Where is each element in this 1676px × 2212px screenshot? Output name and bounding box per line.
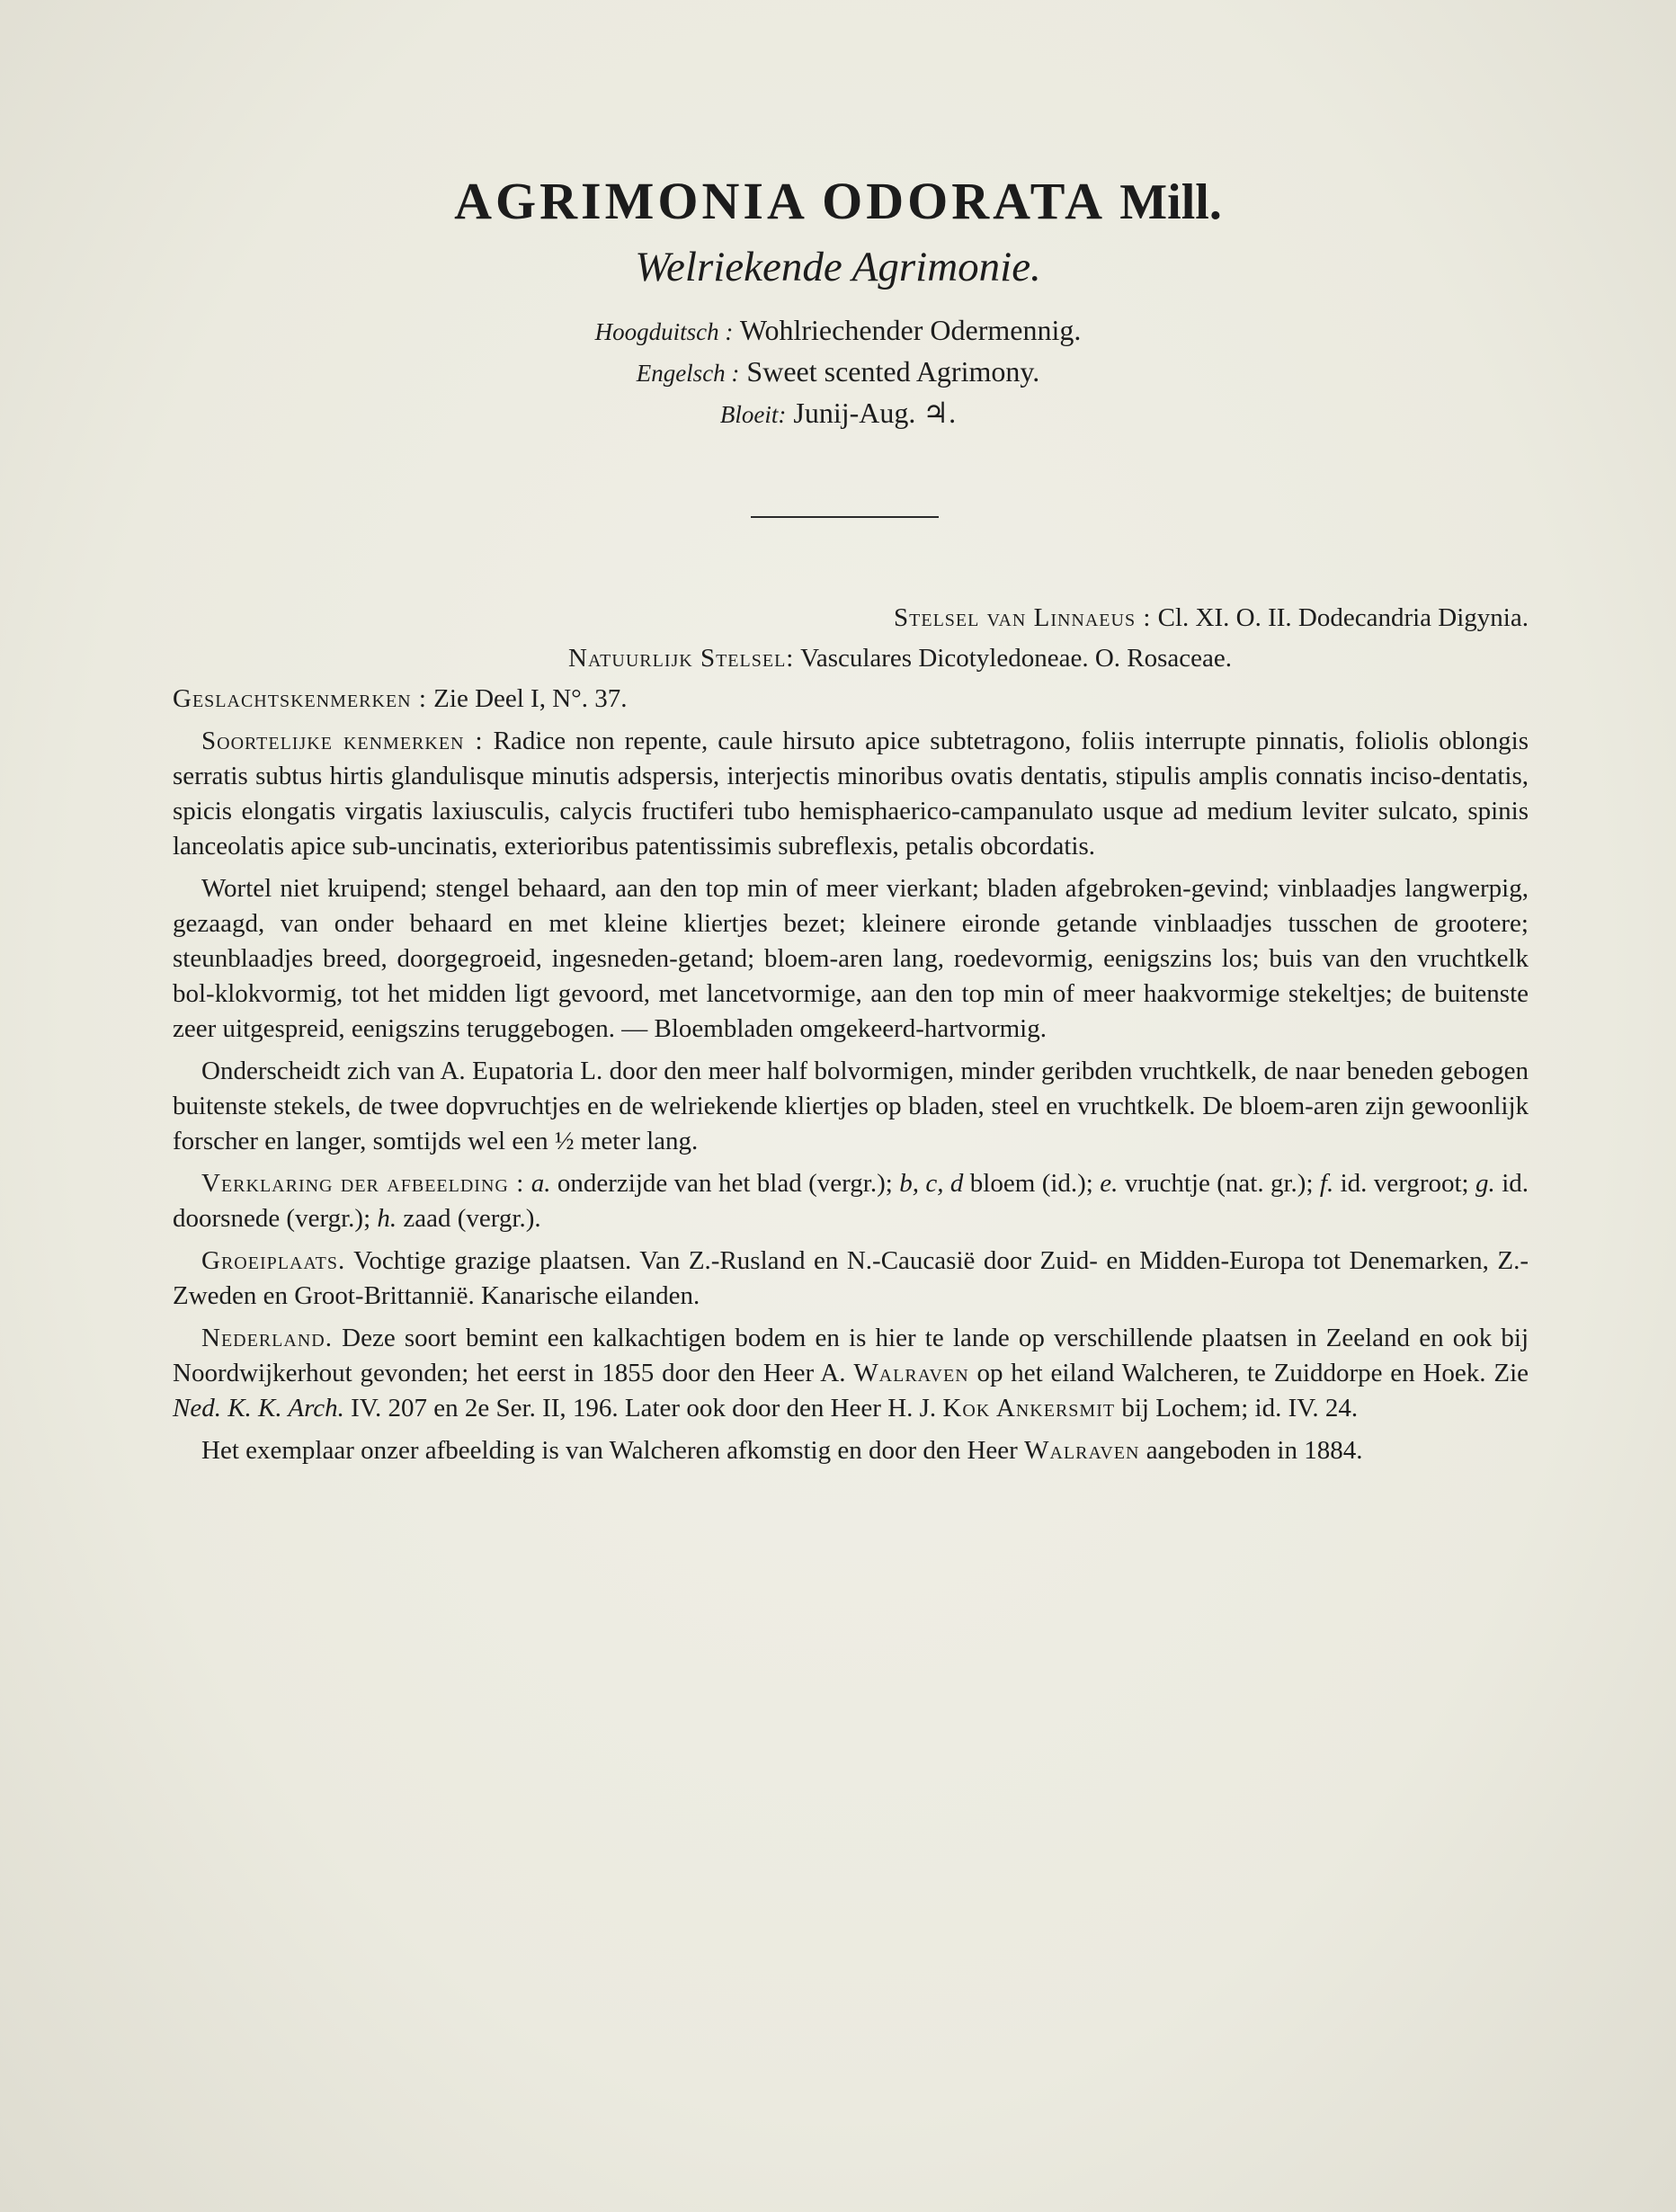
netherlands-reference: Ned. K. K. Arch. [173,1394,344,1423]
german-name-row [0,310,1676,352]
plate-h-text: zaad (vergr.). [403,1204,541,1233]
german-label: Hoogduitsch : [594,318,734,345]
netherlands-walraven: Walraven [853,1359,969,1387]
description-paragraph: Wortel niet kruipend; stengel behaard, aan den top min of meer vierkant; bladen afgebroken-gevind; vinblaadjes langwerpig, gezaagd, van onder behaard en met kleine kliertjes bezet; kleinere eironde getande vinblaadjes tusschen de grootere; steunblaadjes breed, doorgegroeid, ingesneden-getand; bloem-aren lang, roedevormig, eenigszins los; buis van den vruchtkelk bol-klokvormig, tot het midden ligt gevoord, met lancetvormige, aan den top min of meer haakvormige stekeltjes; de buitenste zeer uitgespreid, eenigszins teruggebogen. — Bloembladen omgekeerd-hartvormig. [173,874,1529,1043]
natural-label: Natuurlijk Stelsel: [568,644,795,673]
habitat-paragraph [173,1244,1529,1314]
netherlands-text-2: op het eiland Walcheren, te Zuiddorpe en Hoek. Zie [976,1359,1529,1387]
netherlands-label: Nederland. [201,1324,333,1352]
linnaeus-text: Cl. XI. O. II. Dodecandria Digynia. [1157,603,1529,632]
german-name: Wohlriechender Odermennig. [739,314,1082,346]
genus-line [173,682,1529,717]
bloom-value: Junij-Aug. ♃. [793,397,957,429]
plate-a-text: onderzijde van het blad (vergr.); [557,1169,893,1198]
netherlands-text-3: IV. 207 en 2e Ser. II, 196. Later ook door den Heer H. J. [351,1394,937,1423]
plate-e: e. [1100,1169,1119,1198]
genus-text: Zie Deel I, N°. 37. [433,684,628,713]
species-label: Soortelijke kenmerken : [201,727,484,755]
plate-a: a. [530,1169,551,1198]
body-text [173,601,1529,1476]
specimen-paragraph [173,1433,1529,1468]
bloom-label: Bloeit: [719,401,787,428]
plate-g-text: id. doorsnede (vergr.); [173,1169,1529,1233]
species-paragraph [173,724,1529,864]
english-name-row [0,352,1676,393]
specimen-text-1: Het exemplaar onzer afbeelding is van Walcheren afkomstig en door den Heer [201,1436,1018,1465]
plate-f-text: id. vergroot; [1340,1169,1469,1198]
divider [751,516,939,518]
common-names [0,310,1676,434]
specimen-walraven: Walraven [1024,1436,1140,1465]
title-species: AGRIMONIA ODORATA [454,172,1103,230]
plate-paragraph [173,1166,1529,1236]
habitat-text: Vochtige grazige plaatsen. Van Z.-Rusland en N.-Caucasië door Zuid- en Midden-Europa tot Denemarken, Z.-Zweden en Groot-Brittannië. Kanarische eilanden. [173,1246,1529,1310]
dutch-name: Welriekende Agrimonie. [635,244,1041,290]
genus-label: Geslachtskenmerken : [173,684,427,713]
species-text: Radice non repente, caule hirsuto apice subtetragono, foliis interrupte pinnatis, foliolis oblongis serratis subtus hirtis glandulisque minutis adspersis, interjectis minoribus ovatis dentatis, stipulis amplis connatis inciso-dentatis, spicis elongatis virgatis laxiusculis, calycis fructiferi tubo hemisphaerico-campanulato usque ad medium leviter sulcato, spinis lanceolatis apice sub-uncinatis, exterioribus patentissimis subreflexis, petalis obcordatis. [173,727,1529,861]
plate-e-text: vruchtje (nat. gr.); [1124,1169,1314,1198]
natural-system-line [173,641,1529,676]
plate-bcd: b, c, d [899,1169,964,1198]
english-name: Sweet scented Agrimony. [746,355,1040,388]
bloom-row [0,393,1676,434]
netherlands-paragraph [173,1321,1529,1426]
plate-label: Verklaring der afbeelding : [201,1169,525,1198]
netherlands-text-4: bij Lochem; id. IV. 24. [1121,1394,1359,1423]
linnaeus-line [173,601,1529,636]
plate-g: g. [1475,1169,1495,1198]
plate-bcd-text: bloem (id.); [969,1169,1093,1198]
linnaeus-label: Stelsel van Linnaeus : [894,603,1152,632]
natural-text: Vasculares Dicotyledoneae. O. Rosaceae. [800,644,1232,673]
netherlands-kok: Kok Ankersmit [942,1394,1116,1423]
specimen-text-2: aangeboden in 1884. [1146,1436,1363,1465]
page-title [0,171,1676,231]
plate-f: f. [1319,1169,1334,1198]
distinction-paragraph: Onderscheidt zich van A. Eupatoria L. door den meer half bolvormigen, minder geribden vruchtkelk, de naar beneden gebogen buitenste stekels, de twee dopvruchtjes en de welriekende kliertjes op bladen, steel en vruchtkelk. De bloem-aren zijn gewoonlijk forscher en langer, somtijds wel een ½ meter lang. [173,1057,1529,1155]
plate-h: h. [377,1204,397,1233]
title-author: Mill. [1119,174,1222,230]
netherlands-text-1: Deze soort bemint een kalkachtigen bodem en is hier te lande op verschillende plaatsen in Zeeland en ook bij Noordwijkerhout gevonden; het eerst in 1855 door den Heer A. [173,1324,1529,1387]
habitat-label: Groeiplaats. [201,1246,346,1275]
english-label: Engelsch : [636,360,740,387]
